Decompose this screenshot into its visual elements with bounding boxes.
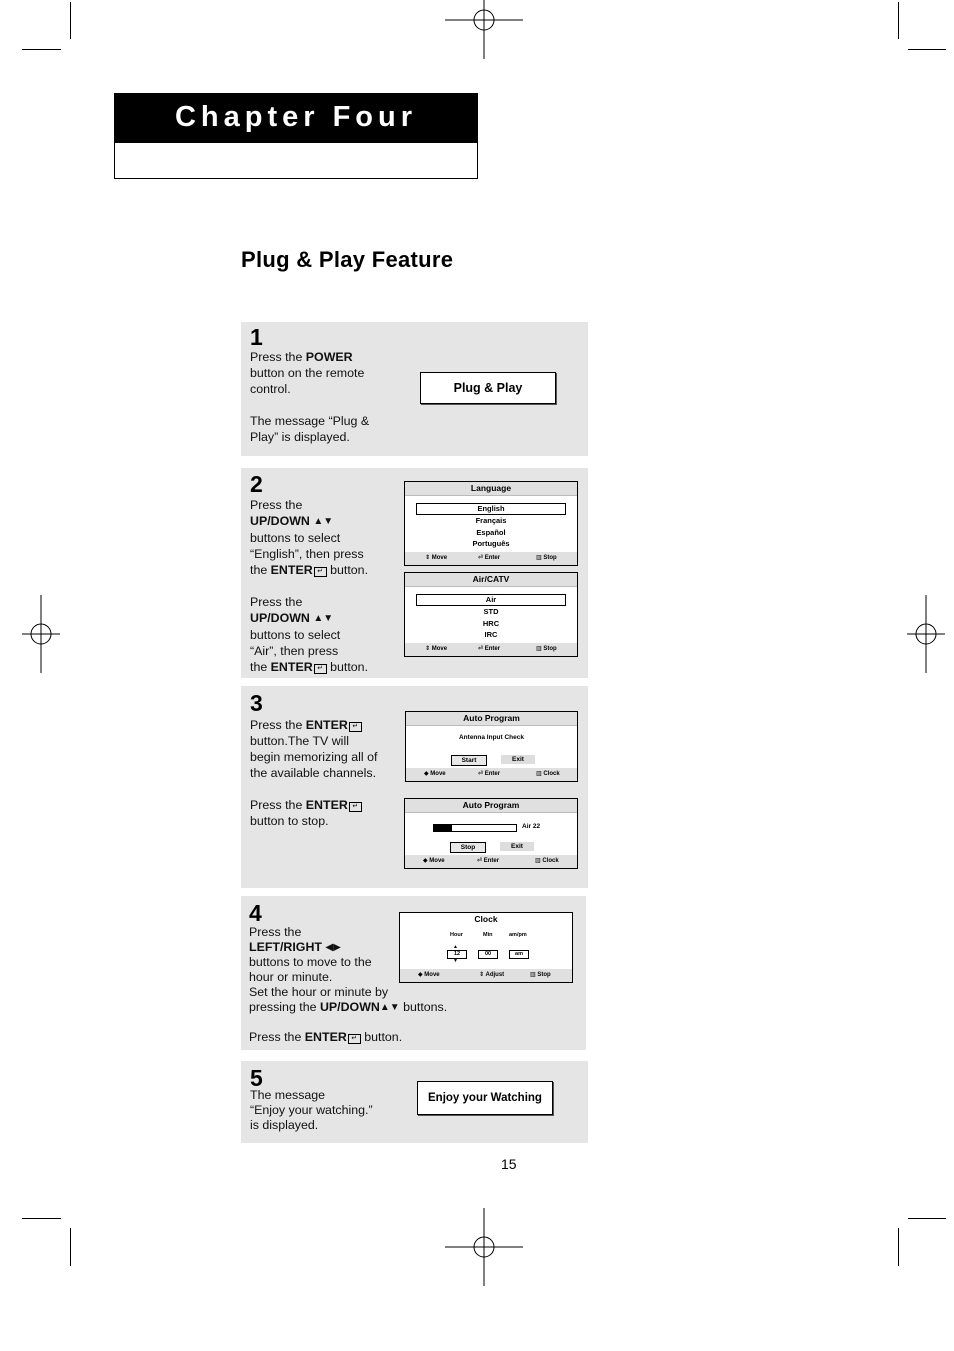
left-right-arrow-icon: ◆ <box>424 771 429 777</box>
menu-icon: ▥ <box>530 972 536 978</box>
page-number: 15 <box>501 1156 517 1172</box>
text: the available channels. <box>250 766 377 780</box>
text: buttons to select <box>250 628 341 642</box>
step-1-panel <box>241 322 588 456</box>
text: Stop <box>543 555 557 561</box>
text: Enter <box>484 646 501 652</box>
exit-button: Exit <box>501 755 535 764</box>
enter-icon: ↵ <box>314 567 327 577</box>
progress-bar <box>433 824 517 832</box>
text: Stop <box>543 646 557 652</box>
text: Play” is displayed. <box>250 430 350 444</box>
left-right-arrow-icon: ◆ <box>423 858 428 864</box>
text: Press the <box>250 718 306 732</box>
auto-program-osd <box>405 711 578 782</box>
enter-icon: ↵ <box>348 1034 361 1044</box>
text: Press the <box>249 925 302 939</box>
menu-icon: ▥ <box>536 555 542 561</box>
enter-icon: ⏎ <box>478 646 484 652</box>
plug-and-play-osd: Plug & Play <box>420 372 556 404</box>
osd-title: Auto Program <box>405 799 577 813</box>
text: Clock <box>542 858 559 864</box>
left-arrow-icon: ◀ <box>325 942 334 953</box>
updown-label: UP/DOWN <box>250 611 310 625</box>
text: Set the hour or minute by <box>249 985 389 999</box>
crop-mark <box>908 1218 946 1219</box>
text: Clock <box>543 771 560 777</box>
text: Press the <box>250 595 303 609</box>
down-arrow-icon: ▼ <box>453 958 458 964</box>
text: button to stop. <box>250 814 329 828</box>
up-down-arrow-icon: ⇕ <box>425 646 431 652</box>
down-arrow-icon: ▼ <box>323 516 334 527</box>
osd-title: Language <box>405 482 577 496</box>
text: Enter <box>484 555 501 561</box>
enter-label: ENTER <box>270 563 313 577</box>
chapter-header <box>114 93 478 179</box>
step-number: 3 <box>250 690 263 716</box>
text: begin memorizing all of <box>250 750 378 764</box>
step-5-panel <box>241 1061 588 1143</box>
osd-option: Français <box>475 516 507 525</box>
text: The message “Plug & <box>250 414 370 428</box>
text: Stop <box>537 972 551 978</box>
text: Enter <box>484 771 501 777</box>
exit-button: Exit <box>500 842 534 851</box>
registration-mark-icon <box>445 1208 523 1286</box>
updown-label: UP/DOWN <box>319 1000 380 1014</box>
text: Press the <box>249 1030 305 1044</box>
osd-title: Auto Program <box>406 712 577 726</box>
up-arrow-icon: ▲ <box>313 613 324 624</box>
enter-icon: ⏎ <box>477 858 483 864</box>
up-arrow-icon: ▲ <box>453 944 458 950</box>
text: is displayed. <box>250 1118 319 1132</box>
registration-mark-icon <box>445 0 523 59</box>
step-number: 5 <box>250 1065 263 1091</box>
chapter-title: Chapter Four <box>115 94 477 143</box>
up-down-arrow-icon: ⇕ <box>479 972 485 978</box>
text: button.The TV will <box>250 734 349 748</box>
power-label: POWER <box>305 350 353 364</box>
enter-icon: ↵ <box>349 722 362 732</box>
crop-mark <box>898 2 899 39</box>
text: buttons to select <box>250 531 341 545</box>
text: Press the <box>250 798 306 812</box>
osd-option: HRC <box>482 618 500 628</box>
text: the <box>250 563 271 577</box>
left-right-arrow-icon: ◆ <box>418 972 423 978</box>
up-arrow-icon: ▲ <box>313 516 324 527</box>
enter-label: ENTER <box>305 798 348 812</box>
down-arrow-icon: ▼ <box>323 613 334 624</box>
stop-button: Stop <box>450 842 486 853</box>
left-right-label: LEFT/RIGHT <box>249 940 322 954</box>
text: The message <box>250 1088 326 1102</box>
text: button. <box>360 1030 403 1044</box>
step-4-panel <box>241 896 586 1050</box>
text: hour or minute. <box>249 970 333 984</box>
updown-label: UP/DOWN <box>250 514 310 528</box>
enjoy-your-watching-osd: Enjoy your Watching <box>417 1081 553 1115</box>
minute-field: 00 <box>478 950 498 959</box>
menu-icon: ▥ <box>536 646 542 652</box>
step-5-text <box>250 1088 373 1133</box>
start-button: Start <box>451 755 487 766</box>
enter-icon: ↵ <box>314 664 327 674</box>
auto-program-progress-osd <box>404 798 578 869</box>
enter-icon: ⏎ <box>478 555 484 561</box>
right-arrow-icon: ▶ <box>333 942 341 953</box>
text: pressing the <box>249 1000 320 1014</box>
text: buttons. <box>399 1000 448 1014</box>
step-2-panel <box>241 468 588 678</box>
step-number: 4 <box>249 900 262 926</box>
osd-title: Clock <box>400 913 572 926</box>
osd-option-selected: English <box>416 503 566 515</box>
menu-icon: ▥ <box>536 771 542 777</box>
ampm-field: am <box>509 950 529 959</box>
text: Move <box>430 771 446 777</box>
crop-mark <box>22 1218 61 1219</box>
step-3-text <box>250 717 377 829</box>
osd-option: Español <box>476 527 506 537</box>
hour-field: 12 <box>447 950 467 959</box>
text: “Air”, then press <box>250 644 339 658</box>
registration-mark-icon <box>2 595 80 673</box>
min-column-label: Min <box>483 932 493 938</box>
text: Move <box>429 858 445 864</box>
step-1-text <box>250 349 369 445</box>
text: Move <box>424 972 440 978</box>
air-catv-osd <box>404 572 578 657</box>
text: Move <box>431 646 448 652</box>
text: Press the <box>250 498 303 512</box>
step-2-text <box>250 497 368 675</box>
registration-mark-icon <box>887 595 954 673</box>
ampm-column-label: am/pm <box>509 932 527 938</box>
text: Adjust <box>485 972 505 978</box>
crop-mark <box>70 2 71 39</box>
text: the <box>250 660 271 674</box>
osd-message: Antenna Input Check <box>458 734 524 741</box>
language-osd <box>404 481 578 566</box>
channel-label: Air 22 <box>522 823 541 830</box>
osd-footer <box>406 768 577 781</box>
menu-icon: ▥ <box>535 858 541 864</box>
enter-label: ENTER <box>270 660 313 674</box>
osd-footer <box>405 552 577 565</box>
step-number: 1 <box>250 324 263 350</box>
text: control. <box>250 382 291 396</box>
down-arrow-icon: ▼ <box>389 1002 400 1013</box>
crop-mark <box>898 1228 899 1266</box>
clock-osd <box>399 912 573 983</box>
text: Move <box>431 555 448 561</box>
crop-mark <box>22 49 61 50</box>
text: button. <box>326 563 369 577</box>
osd-footer <box>405 643 577 656</box>
up-arrow-icon: ▲ <box>379 1002 390 1013</box>
text: buttons to move to the <box>249 955 372 969</box>
crop-mark <box>70 1228 71 1266</box>
hour-column-label: Hour <box>450 932 463 938</box>
text: button. <box>326 660 369 674</box>
step-number: 2 <box>250 471 263 497</box>
step-3-panel <box>241 686 588 888</box>
text: Press the <box>250 350 306 364</box>
osd-footer <box>400 969 572 982</box>
text: Enter <box>483 858 500 864</box>
page-title: Plug & Play Feature <box>241 247 454 272</box>
text: “Enjoy your watching.” <box>250 1103 373 1117</box>
enter-icon: ⏎ <box>478 771 484 777</box>
osd-title: Air/CATV <box>405 573 577 587</box>
osd-option: Português <box>472 539 510 548</box>
progress-fill <box>434 825 452 831</box>
osd-option: IRC <box>484 630 498 639</box>
enter-label: ENTER <box>305 718 348 732</box>
osd-footer <box>405 855 577 868</box>
osd-option-selected: Air <box>416 594 566 606</box>
crop-mark <box>908 49 946 50</box>
osd-option: STD <box>483 607 499 616</box>
enter-icon: ↵ <box>349 802 362 812</box>
text: button on the remote <box>250 366 365 380</box>
up-down-arrow-icon: ⇕ <box>425 555 431 561</box>
enter-label: ENTER <box>304 1030 347 1044</box>
text: “English”, then press <box>250 547 364 561</box>
